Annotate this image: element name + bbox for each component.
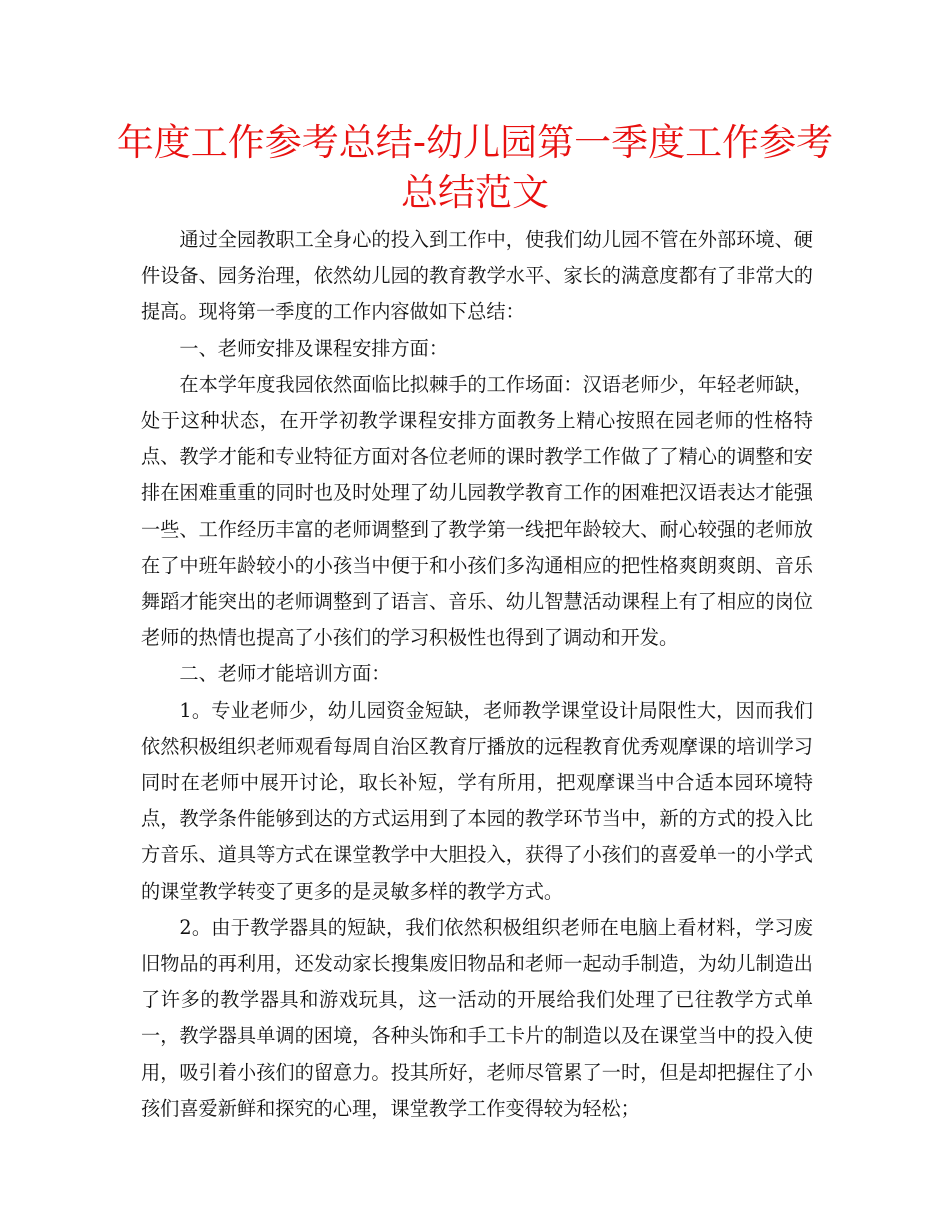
section-heading-1: 一、老师安排及课程安排方面： [179, 336, 449, 360]
document-body [141, 222, 813, 1127]
paragraph-intro: 通过全园教职工全身心的投入到工作中，使我们幼儿园不管在外部环境、硬件设备、园务治理，依然幼儿园的教育教学水平、家长的满意度都有了非常大的提高。现将第一季度的工作内容做如下总结： [141, 228, 813, 324]
paragraph-section-1: 在本学年度我园依然面临比拟棘手的工作场面：汉语老师少，年轻老师缺，处于这种状态，在开学初教学课程安排方面教务上精心按照在园老师的性格特点、教学才能和专业特征方面对各位老师的课时教学工作做了了精心的调整和安排在困难重重的同时也及时处理了幼儿园教学教育工作的困难把汉语表达才能强一些、工作经历丰富的老师调整到了教学第一线把年龄较大、耐心较强的老师放在了中班年龄较小的小孩当中便于和小孩们多沟通相应的把性格爽朗爽朗、音乐舞蹈才能突出的老师调整到了语言、音乐、幼儿智慧活动课程上有了相应的岗位老师的热情也提高了小孩们的学习积极性也得到了调动和开发。 [141, 372, 813, 650]
paragraph-item-1: 1。专业老师少，幼儿园资金短缺，老师教学课堂设计局限性大，因而我们依然积极组织老师观看每周自治区教育厅播放的远程教育优秀观摩课的培训学习同时在老师中展开讨论，取长补短，学有所用，把观摩课当中合适本园环境特点，教学条件能够到达的方式运用到了本园的教学环节当中，新的方式的投入比方音乐、道具等方式在课堂教学中大胆投入，获得了小孩们的喜爱单一的小学式的课堂教学转变了更多的是灵敏多样的教学方式。 [141, 698, 813, 903]
document-title: 年度工作参考总结-幼儿园第一季度工作参考总结范文 [116, 121, 834, 214]
section-heading-2: 二、老师才能培训方面： [179, 662, 391, 686]
paragraph-item-2: 2。由于教学器具的短缺，我们依然积极组织老师在电脑上看材料，学习废旧物品的再利用，还发动家长搜集废旧物品和老师一起动手制造，为幼儿制造出了许多的教学器具和游戏玩具，这一活动的开展给我们处理了已往教学方式单一，教学器具单调的困境，各种头饰和手工卡片的制造以及在课堂当中的投入使用，吸引着小孩们的留意力。投其所好，老师尽管累了一时，但是却把握住了小孩们喜爱新鲜和探究的心理，课堂教学工作变得较为轻松； [141, 915, 813, 1120]
